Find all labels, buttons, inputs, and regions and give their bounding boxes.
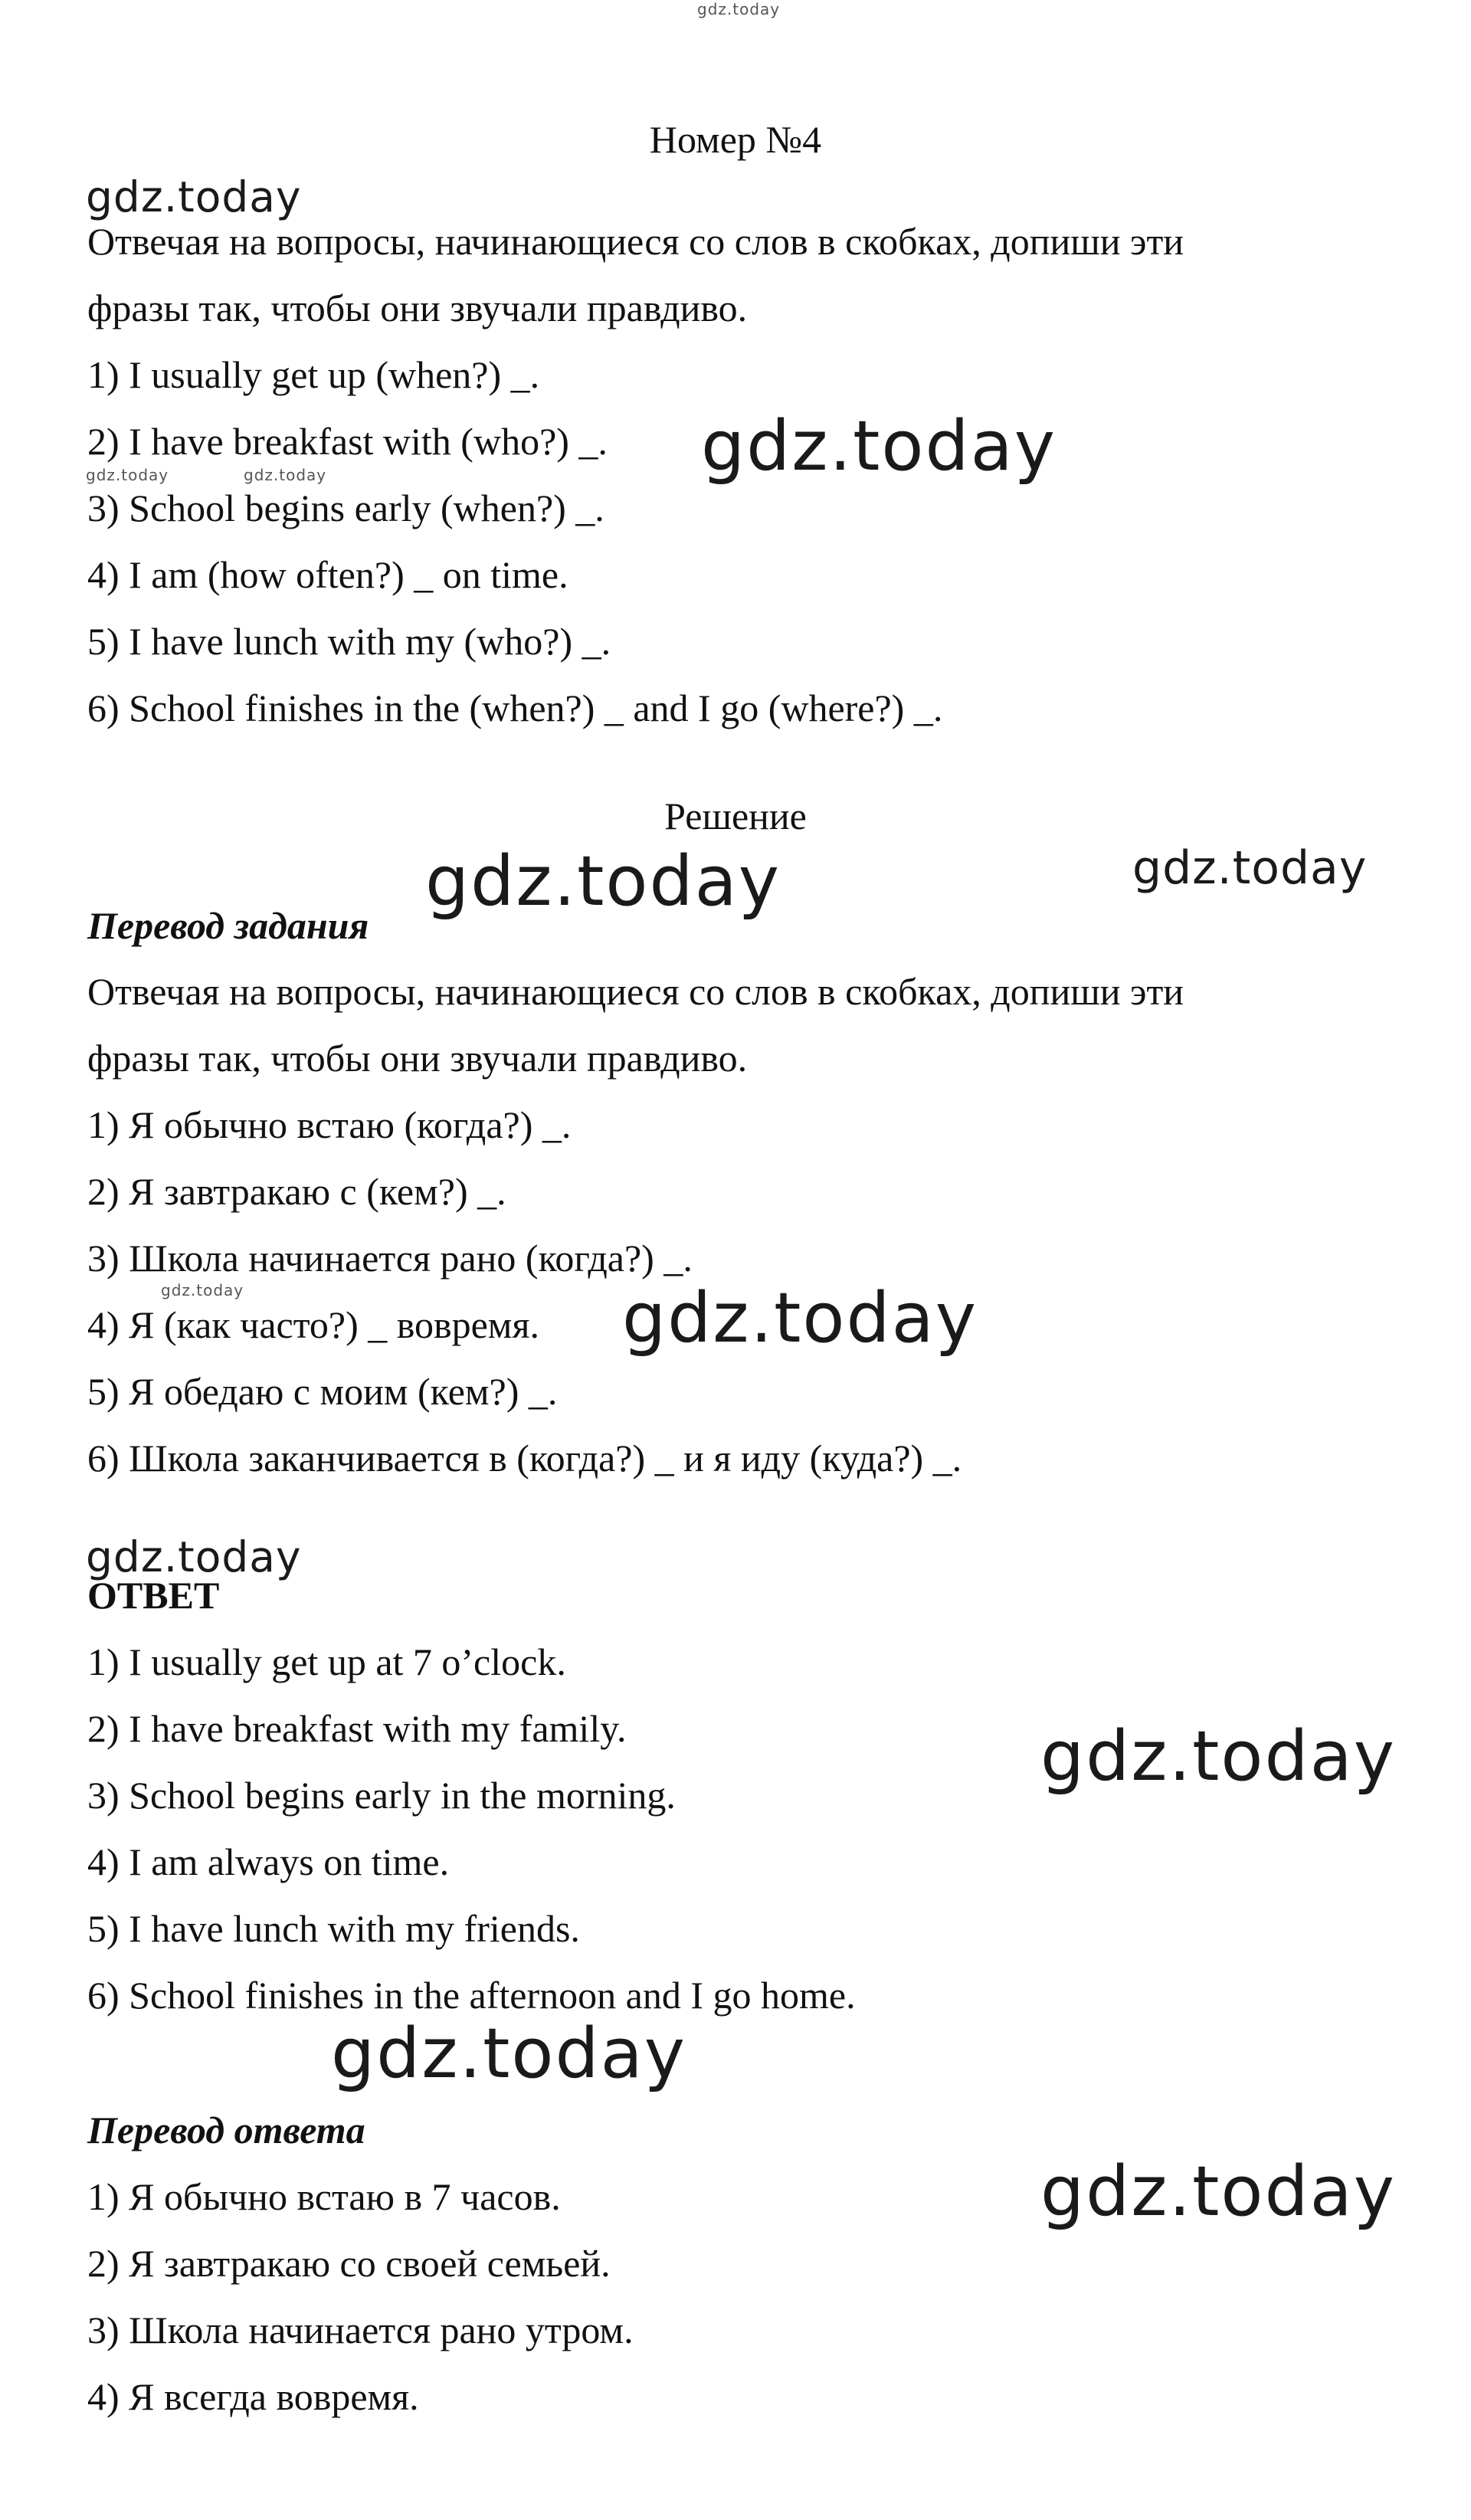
answer-heading: ОТВЕТ [87, 1574, 220, 1617]
watermark-top: gdz.today [697, 0, 781, 18]
answer-item-5: 5) I have lunch with my friends. [87, 1907, 580, 1950]
watermark: gdz.today [622, 1278, 978, 1358]
solution-item-5: 5) Я обедаю с моим (кем?) _. [87, 1370, 558, 1413]
watermark: gdz.today [86, 172, 302, 221]
solution-intro-line-1: Отвечая на вопросы, начинающиеся со слов в скобках, допиши эти [87, 970, 1184, 1013]
page-title: Номер №4 [649, 118, 822, 161]
task-item-3: 3) School begins early (when?) _. [87, 487, 604, 529]
answer-item-2: 2) I have breakfast with my family. [87, 1707, 627, 1750]
watermark: gdz.today [331, 2014, 687, 2094]
answer-item-6: 6) School finishes in the afternoon and I go home. [87, 1974, 856, 2017]
watermark: gdz.today [1040, 2151, 1397, 2232]
answer-translation-item-1: 1) Я обычно встаю в 7 часов. [87, 2175, 561, 2218]
solution-item-2: 2) Я завтракаю с (кем?) _. [87, 1170, 506, 1213]
task-intro-line-2: фразы так, чтобы они звучали правдиво. [87, 287, 748, 329]
translation-heading: Перевод задания [87, 904, 369, 947]
answer-translation-item-2: 2) Я завтракаю со своей семьей. [87, 2242, 611, 2285]
solution-item-6: 6) Школа заканчивается в (когда?) _ и я иду (куда?) _. [87, 1437, 962, 1480]
watermark: gdz.today [161, 1281, 244, 1299]
task-intro-line-1: Отвечая на вопросы, начинающиеся со слов в скобках, допиши эти [87, 220, 1184, 263]
watermark: gdz.today [425, 841, 781, 922]
watermark: gdz.today [701, 406, 1057, 487]
solution-heading: Решение [664, 795, 807, 837]
solution-item-3: 3) Школа начинается рано (когда?) _. [87, 1237, 693, 1280]
watermark: gdz.today [244, 466, 327, 484]
solution-item-1: 1) Я обычно встаю (когда?) _. [87, 1103, 572, 1146]
task-item-4: 4) I am (how often?) _ on time. [87, 553, 568, 596]
watermark: gdz.today [86, 1532, 302, 1581]
task-item-6: 6) School finishes in the (when?) _ and I go (where?) _. [87, 687, 943, 729]
task-item-5: 5) I have lunch with my (who?) _. [87, 620, 611, 663]
solution-intro-line-2: фразы так, чтобы они звучали правдиво. [87, 1037, 748, 1080]
watermark: gdz.today [1040, 1716, 1397, 1797]
watermark: gdz.today [1132, 841, 1368, 895]
task-item-1: 1) I usually get up (when?) _. [87, 353, 540, 396]
solution-item-4: 4) Я (как часто?) _ вовремя. [87, 1303, 539, 1346]
answer-item-3: 3) School begins early in the morning. [87, 1774, 676, 1817]
task-item-2: 2) I have breakfast with (who?) _. [87, 420, 608, 463]
answer-translation-heading: Перевод ответа [87, 2109, 365, 2151]
answer-translation-item-4: 4) Я всегда вовремя. [87, 2375, 419, 2418]
answer-item-1: 1) I usually get up at 7 o’clock. [87, 1640, 566, 1683]
answer-translation-item-3: 3) Школа начинается рано утром. [87, 2309, 634, 2351]
answer-item-4: 4) I am always on time. [87, 1840, 450, 1883]
watermark: gdz.today [86, 466, 169, 484]
